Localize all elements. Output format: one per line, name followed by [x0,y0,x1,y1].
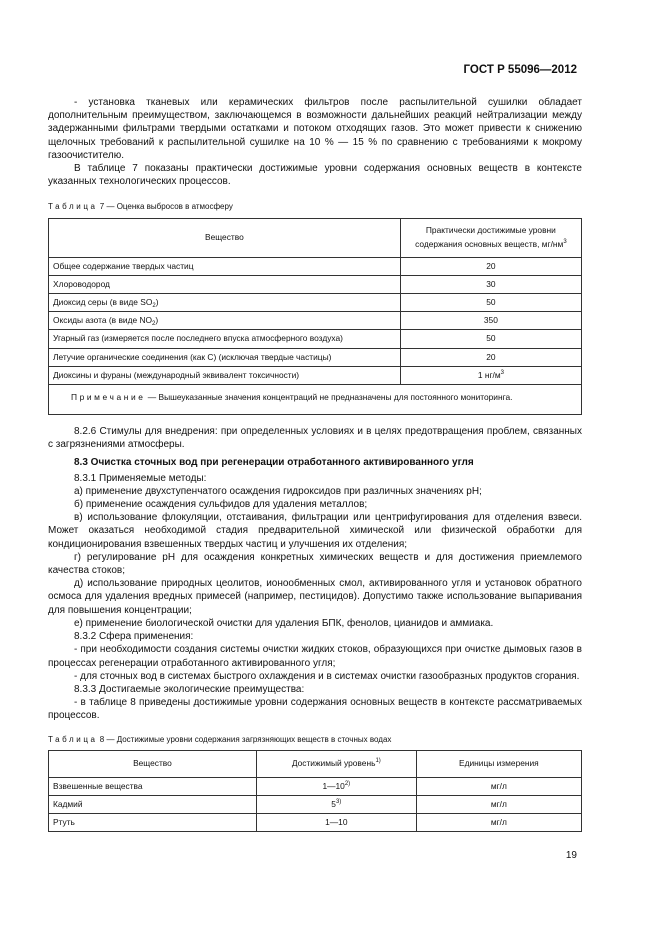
table-row [49,312,582,330]
document-header: ГОСТ Р 55096—2012 [463,64,577,76]
column-header-level [256,750,416,777]
table7-caption [48,200,582,213]
level-text: 1—10 [322,780,345,791]
closing-paren: ) [155,315,159,326]
substance-cell: Летучие органические соединения (как С) (исключая твердые частицы) [49,348,401,366]
level-text: 5 [331,798,336,809]
table-note [49,385,582,415]
section-8-3-2-heading: 8.3.2 Сфера применения: [74,631,194,643]
closing-paren: ) [155,297,159,308]
page-content [48,96,582,832]
substance-cell: Взвешенные вещества [49,777,257,795]
value-cell: 20 [400,348,581,366]
value-text: 1 нг/м [477,369,501,380]
table-row [49,366,582,384]
list-item: а) применение двухступенчатого осаждения гидроксидов при различных значениях pH; [74,485,482,497]
value-cell: 30 [400,275,581,293]
substance-cell: Диоксины и фураны (международный эквивалент токсичности) [49,366,401,384]
table-row [49,257,582,275]
section-8-3-1-heading: 8.3.1 Применяемые методы: [74,472,207,484]
value-cell: 50 [400,330,581,348]
substance-cell: Ртуть [49,814,257,832]
table-row [49,777,582,795]
subscript: 2 [152,321,156,328]
footnote-mark: 2) [344,780,351,787]
note-label: Примечание [71,392,146,403]
value-cell: 50 [400,294,581,312]
column-header-substance: Вещество [49,750,257,777]
table-row [49,294,582,312]
column-header-level-text: Практически достижимые уровни содержания основных веществ, мг/нм [415,225,564,249]
substance-cell: Общее содержание твердых частиц [49,257,401,275]
table8-caption-word: Таблица [48,734,98,744]
column-header-level [400,218,581,257]
section-8-3-3-text: - в таблице 8 приведены достижимые уровни содержания основных веществ в контексте рассматриваемых процессов. [48,697,582,722]
substance-cell: Хлороводород [49,275,401,293]
subscript: 2 [152,303,156,310]
table-row [49,795,582,813]
substance-text: Оксиды азота (в виде NO [53,315,153,326]
unit-superscript: 3 [500,369,504,376]
table-row [49,275,582,293]
table-note-row [49,385,582,415]
table-row [49,330,582,348]
value-cell [400,366,581,384]
list-item: е) применение биологической очистки для удаления БПК, фенолов, цианидов и аммиака. [74,617,494,629]
list-item: г) регулирование pH для осаждения конкретных химических веществ и для достижения приемлемого качества стоков; [48,551,582,577]
unit-cell: мг/л [416,814,581,832]
table8-caption-text: 8 — Достижимые уровни содержания загрязняющих веществ в сточных водах [97,734,392,744]
level-cell [256,795,416,813]
footnote-mark: 3) [335,798,342,805]
unit-superscript: 3 [563,238,567,245]
table-row [49,348,582,366]
table-row [49,814,582,832]
intro-paragraph-1: - установка тканевых или керамических фильтров после распылительной сушилки обладает дополнительным преимуществом, заключающемся в возможности дальнейших реакций нейтрализации между задержанными фильтрами твердыми остатками и потоком отходящих газов. Это может привести к снижению щелочных требований к распылительной сушилке на 10 % — 15 % по сравнению с требованиями к мокрому газоочистителю. [48,97,582,161]
footnote-mark: 1) [375,758,381,765]
table8-caption [48,733,582,746]
level-text: 1—10 [325,817,348,828]
section-8-3-heading: 8.3 Очистка сточных вод при регенерации отработанного активированного угля [74,457,474,469]
value-cell: 350 [400,312,581,330]
table7-caption-text: 7 — Оценка выбросов в атмосферу [97,202,233,212]
note-text: — Вышеуказанные значения концентраций не предназначены для постоянного мониторинга. [145,392,513,403]
list-item: д) использование природных цеолитов, ионообменных смол, активированного угля и установок обратного осмоса для удаления вредных примесей (например, пестицидов). Допустимо также использование выпаривания для повышения концентрации; [48,578,582,616]
substance-cell [49,312,401,330]
list-item: - при необходимости создания системы очистки жидких стоков, образующихся при очистке дымовых газов в процессах регенерации отработанного активированного угля; [48,644,582,669]
substance-cell: Кадмий [49,795,257,813]
unit-cell: мг/л [416,777,581,795]
level-cell [256,777,416,795]
section-8-3-3-heading: 8.3.3 Достигаемые экологические преимущества: [74,683,305,695]
section-8-2-6: 8.2.6 Стимулы для внедрения: при определенных условиях и в целях предотвращения проблем, связанных с загрязнениями атмосферы. [48,426,582,451]
unit-cell: мг/л [416,795,581,813]
table-header-row [49,750,582,777]
substance-text: Диоксид серы (в виде SO [53,297,153,308]
list-item: в) использование флокуляции, отстаивания, фильтрации или центрифугирования для отделения взвеси. Может оказаться необходимой стадия предварительной химической или физической обработки для кондиционирования взвешенных твердых частиц и улучшения их отделения; [48,512,582,550]
page-number: 19 [565,850,577,861]
wastewater-table [48,750,582,833]
level-cell [256,814,416,832]
list-item: - для сточных вод в системах быстрого охлаждения и в системах очистки газообразных продуктов сгорания. [74,670,580,682]
table-header-row [49,218,582,257]
list-item: б) применение осаждения сульфидов для удаления металлов; [74,499,368,511]
table7-caption-word: Таблица [48,202,98,212]
value-cell: 20 [400,257,581,275]
column-header-unit: Единицы измерения [416,750,581,777]
intro-paragraph-2: В таблице 7 показаны практически достижимые уровни содержания основных веществ в контексте указанных технологических процессов. [48,163,582,188]
column-header-substance: Вещество [49,218,401,257]
substance-cell: Угарный газ (измеряется после последнего впуска атмосферного воздуха) [49,330,401,348]
emissions-table [48,218,582,415]
column-header-level-text: Достижимый уровень [291,758,376,769]
substance-cell [49,294,401,312]
